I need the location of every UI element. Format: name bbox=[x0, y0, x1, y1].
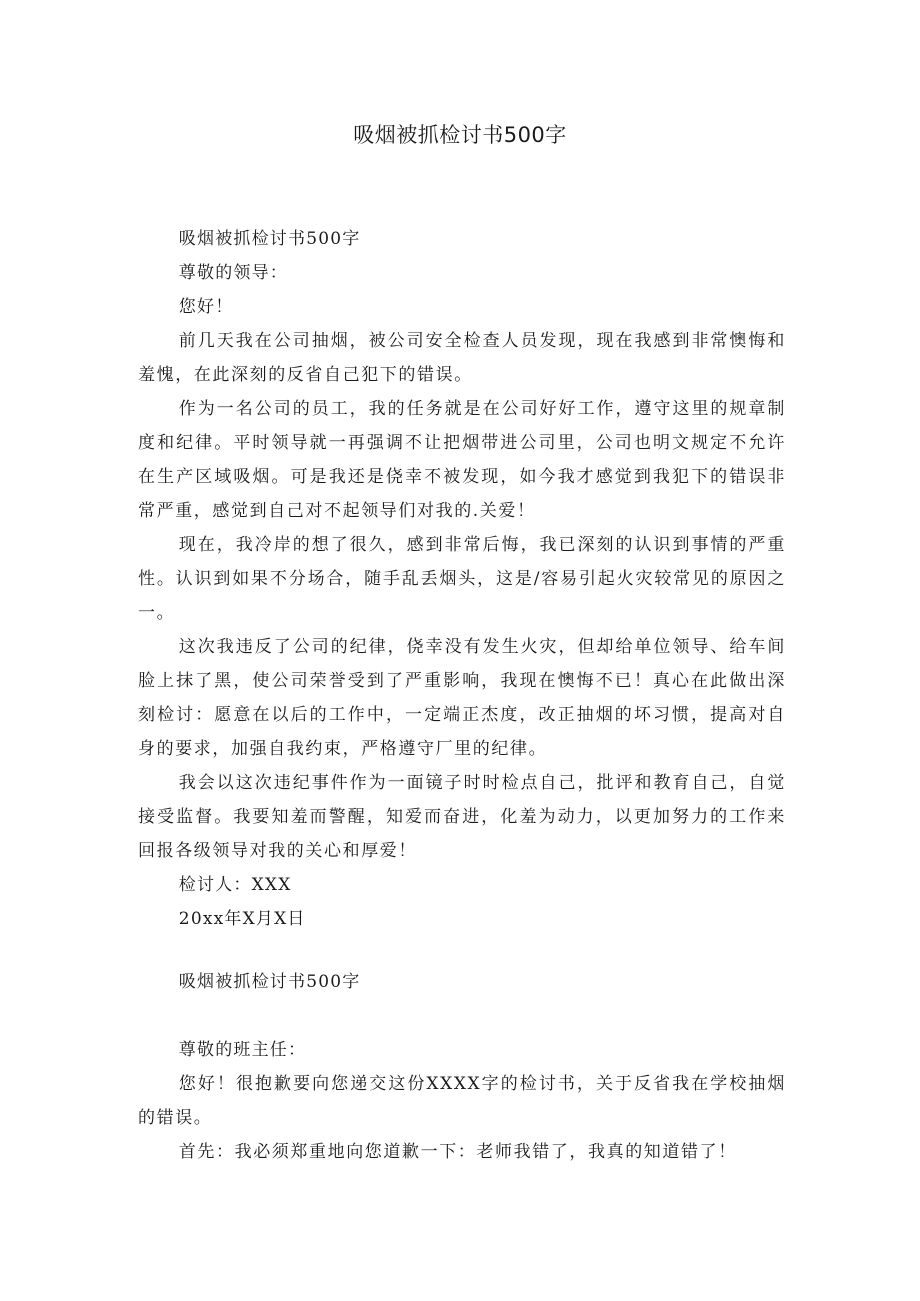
letter-one-greeting: 您好！ bbox=[178, 297, 234, 317]
letter-one-heading: 吸烟被抓检讨书500字 bbox=[178, 229, 361, 249]
letter-one-paragraph: 这次我违反了公司的纪律，侥幸没有发生火灾，但却给单位领导、给车间脸上抹了黑，使公司荣誉受到了严重影响，我现在懊悔不已！真心在此做出深刻检讨：愿意在以后的工作中，一定端正杰度，改正抽烟的坏习惯，提高对自身的要求，加强自我约束，严格遵守厂里的纪律。 bbox=[138, 637, 786, 759]
document-title: 吸烟被抓检讨书500字 bbox=[353, 123, 567, 147]
letter-one-paragraph: 现在，我冷岸的想了很久，感到非常后悔，我已深刻的认识到事情的严重性。认识到如果不分场合，随手乱丢烟头，这是/容易引起火灾较常见的原因之一。 bbox=[138, 535, 786, 623]
letter-two-heading: 吸烟被抓检讨书500字 bbox=[178, 972, 361, 992]
letter-two-paragraph: 您好！很抱歉要向您递交这份XXXX字的检讨书，关于反省我在学校抽烟的错误。 bbox=[138, 1074, 786, 1128]
letter-one-signer: 检讨人：XXX bbox=[178, 875, 292, 895]
letter-one-paragraph: 我会以这次违纪事件作为一面镜子时时检点自己，批评和教育自己，自觉接受监督。我要知羞而警醒，知爱而奋进，化羞为动力，以更加努力的工作来回报各级领导对我的关心和厚爱！ bbox=[138, 773, 786, 861]
letter-one-paragraph: 作为一名公司的员工，我的任务就是在公司好好工作，遵守这里的规章制度和纪律。平时领导就一再强调不让把烟带进公司里，公司也明文规定不允许在生产区域吸烟。可是我还是侥幸不被发现，如今我才感觉到我犯下的错误非常严重，感觉到自己对不起领导们对我的.关爱！ bbox=[138, 399, 786, 521]
letter-two-heading-block bbox=[138, 965, 786, 999]
letter-one bbox=[138, 222, 786, 936]
letter-one-salutation: 尊敬的领导： bbox=[178, 263, 288, 283]
letter-one-date: 20xx年X月X日 bbox=[178, 909, 306, 929]
letter-two-salutation: 尊敬的班主任： bbox=[178, 1040, 307, 1060]
letter-two bbox=[138, 1033, 786, 1169]
letter-one-paragraph: 前几天我在公司抽烟，被公司安全检查人员发现，现在我感到非常懊悔和羞愧，在此深刻的反省自己犯下的错误。 bbox=[138, 331, 786, 385]
letter-two-paragraph: 首先：我必须郑重地向您道歉一下：老师我错了，我真的知道错了！ bbox=[178, 1142, 737, 1162]
